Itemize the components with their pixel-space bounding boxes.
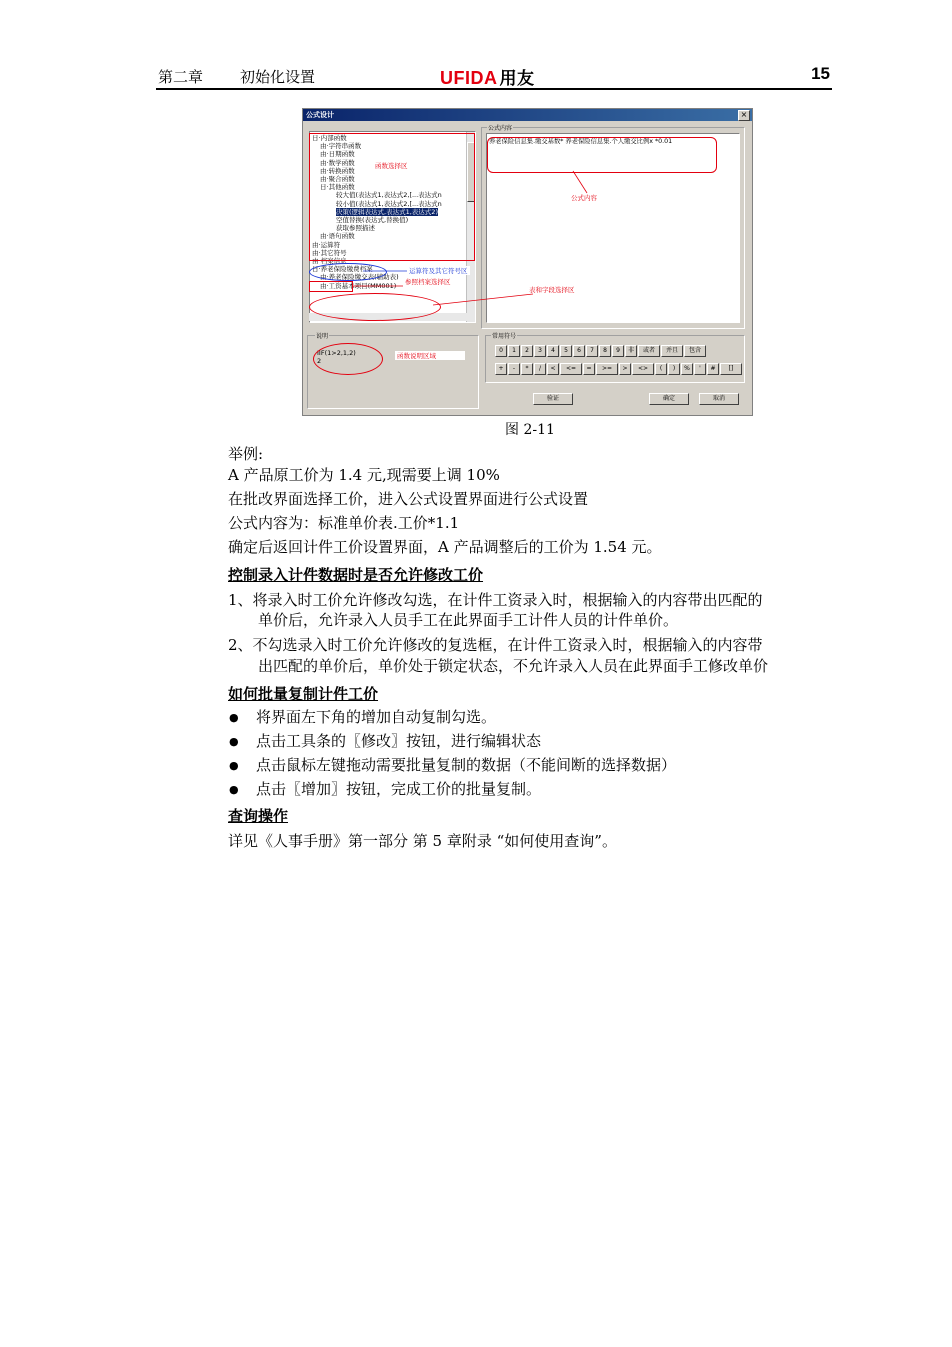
- symbol-button[interactable]: <>: [632, 363, 654, 375]
- bullet-3: ●: [229, 759, 239, 772]
- symbol-button[interactable]: =: [583, 363, 595, 375]
- field-area-label: 表和字段选择区: [529, 286, 575, 294]
- symbol-button[interactable]: 4: [547, 345, 559, 357]
- desc-oval: [313, 343, 383, 375]
- symbol-button[interactable]: <: [547, 363, 559, 375]
- archive-box: [309, 281, 353, 292]
- tree-item-label: 较小值(表达式1,表达式2,[...表达式n: [336, 199, 442, 208]
- tree-item-label: 空值替换(表达式,替换值): [336, 216, 409, 224]
- bullet-text-3: 点击鼠标左键拖动需要批量复制的数据（不能间断的选择数据）: [256, 756, 677, 774]
- symbols-group-label: 常用符号: [492, 333, 517, 340]
- symbol-button[interactable]: %: [681, 363, 693, 375]
- query-line: 详见《人事手册》第一部分 第 5 章附录 “如何使用查询”。: [228, 832, 617, 850]
- field-pointer-line: [433, 294, 533, 305]
- symbol-button[interactable]: 6: [573, 345, 585, 357]
- example-line-2: 在批改界面选择工价，进入公式设置界面进行公式设置: [228, 490, 589, 508]
- tree-item-label: 由·运算符: [312, 240, 341, 249]
- tree-item-label: 日·养老保险缴费档案: [312, 265, 373, 274]
- tree-item-label: 较大值(表达式1,表达式2,[...表达式n: [336, 191, 442, 200]
- header-section: 初始化设置: [240, 68, 316, 86]
- symbol-button[interactable]: 9: [612, 345, 624, 357]
- heading-allow-edit: 控制录入计件数据时是否允许修改工价: [228, 566, 484, 584]
- archive-area-label: 参照档案选择区: [405, 278, 451, 286]
- symbol-button[interactable]: 8: [599, 345, 611, 357]
- tree-item-label: 由·档案信息: [312, 257, 347, 265]
- symbol-button[interactable]: 7: [586, 345, 598, 357]
- logo-text: UFIDA: [440, 68, 498, 88]
- formula-text: 养老保险信息集.缴交基数* 养老保险信息集.个人缴交比例x *0.01: [489, 138, 673, 145]
- symbol-button[interactable]: +: [495, 363, 507, 375]
- example-label: 举例:: [228, 445, 264, 463]
- tree-item-label: 决策(逻辑表达式,表达式1,表达式2): [336, 207, 438, 216]
- symbol-button[interactable]: 3: [534, 345, 546, 357]
- item2-line-b: 出匹配的单价后，单价处于锁定状态，不允许录入人员在此界面手工修改单价: [258, 657, 769, 675]
- symbol-button[interactable]: []: [720, 363, 742, 375]
- symbol-button[interactable]: 1: [508, 345, 520, 357]
- desc-line-1: IIF(1>2,1,2): [317, 349, 356, 357]
- example-line-1: A 产品原工价为 1.4 元,现需要上调 10%: [228, 466, 500, 484]
- close-button[interactable]: ×: [738, 110, 750, 121]
- desc-area-label: 函数说明区域: [395, 351, 465, 360]
- symbol-button[interactable]: <=: [560, 363, 582, 375]
- figure-caption: 图 2-11: [505, 422, 555, 438]
- tree-item-label: 日·其他函数: [320, 183, 355, 192]
- bullet-1: ●: [229, 711, 239, 724]
- symbol-button[interactable]: >: [619, 363, 631, 375]
- ok-button[interactable]: 确定: [649, 393, 689, 405]
- dialog-title: 公式设计: [306, 111, 334, 119]
- symbol-button[interactable]: #: [707, 363, 719, 375]
- bullet-2: ●: [229, 735, 239, 748]
- formula-area-label: 公式内容: [571, 194, 597, 202]
- tree-item-label: 由·聚合函数: [320, 175, 355, 183]
- item1-line-a: 1、将录入时工价允许修改勾选，在计件工资录入时，根据输入的内容带出匹配的: [228, 591, 763, 609]
- tree-item-label: 由·工资基本项目(MM001): [320, 281, 397, 290]
- tree-item-label: 由·转换函数: [320, 166, 355, 175]
- symbol-button[interactable]: 非: [625, 345, 637, 357]
- field-oval: [309, 293, 441, 321]
- symbol-button[interactable]: 并且: [661, 345, 683, 357]
- logo-cn-text: 用友: [499, 69, 535, 88]
- cancel-button[interactable]: 取消: [699, 393, 739, 405]
- ufida-logo: [440, 64, 535, 89]
- symbol-button[interactable]: 5: [560, 345, 572, 357]
- symbol-button[interactable]: 或者: [638, 345, 660, 357]
- symbol-button[interactable]: ): [668, 363, 680, 375]
- bullet-text-4: 点击〖增加〗按钮，完成工价的批量复制。: [256, 780, 542, 798]
- example-line-3: 公式内容为：标准单价表.工价*1.1: [228, 514, 460, 532]
- formula-pointer-line: [573, 171, 587, 193]
- tree-item-label: 日·内部函数: [312, 134, 347, 142]
- symbol-button[interactable]: 0: [495, 345, 507, 357]
- symbol-button[interactable]: -: [508, 363, 520, 375]
- formula-design-dialog: [302, 108, 753, 416]
- header-rule: [156, 88, 832, 90]
- formula-group-label: 公式内容: [488, 125, 513, 132]
- tree-item-label: 由·数学函数: [320, 158, 355, 167]
- bullet-text-2: 点击工具条的〖修改〗按钮，进行编辑状态: [256, 732, 542, 750]
- symbol-button[interactable]: *: [521, 363, 533, 375]
- example-line-4: 确定后返回计件工价设置界面，A 产品调整后的工价为 1.54 元。: [228, 538, 662, 556]
- tree-item-label: 由·字符串函数: [320, 142, 362, 151]
- bullet-4: ●: [229, 783, 239, 796]
- symbol-button[interactable]: (: [655, 363, 667, 375]
- tree-item-label: 由·日期函数: [320, 150, 355, 159]
- desc-group-label: 说明: [316, 333, 329, 340]
- item1-line-b: 单价后，允许录入人员手工在此界面手工计件人员的计件单价。: [258, 611, 679, 629]
- tree-item-label: 由·语句函数: [320, 232, 355, 241]
- tree-item-label: 由·其它符号: [312, 248, 347, 257]
- heading-batch-copy: 如何批量复制计件工价: [228, 685, 379, 703]
- symbol-button[interactable]: 包含: [684, 345, 706, 357]
- tree-item-label: 获取参照描述: [336, 224, 375, 233]
- tree-item-label: 由·养老保险缴交表(辅助表): [320, 273, 399, 282]
- func-area-label: 函数选择区: [375, 162, 408, 170]
- symbol-button[interactable]: >=: [596, 363, 618, 375]
- header-chapter: 第二章: [158, 68, 204, 86]
- operator-area-label: 运算符及其它符号区: [409, 267, 468, 275]
- desc-line-2: 2: [317, 357, 322, 365]
- verify-button[interactable]: 验证: [533, 393, 573, 405]
- item2-line-a: 2、不勾选录入时工价允许修改的复选框，在计件工资录入时，根据输入的内容带: [228, 636, 763, 654]
- symbol-button[interactable]: /: [534, 363, 546, 375]
- symbol-button[interactable]: 2: [521, 345, 533, 357]
- heading-query: 查询操作: [228, 807, 289, 825]
- symbol-button[interactable]: ': [694, 363, 706, 375]
- page-number: 15: [811, 64, 830, 83]
- operator-oval: [309, 263, 387, 281]
- bullet-text-1: 将界面左下角的增加自动复制勾选。: [256, 708, 497, 726]
